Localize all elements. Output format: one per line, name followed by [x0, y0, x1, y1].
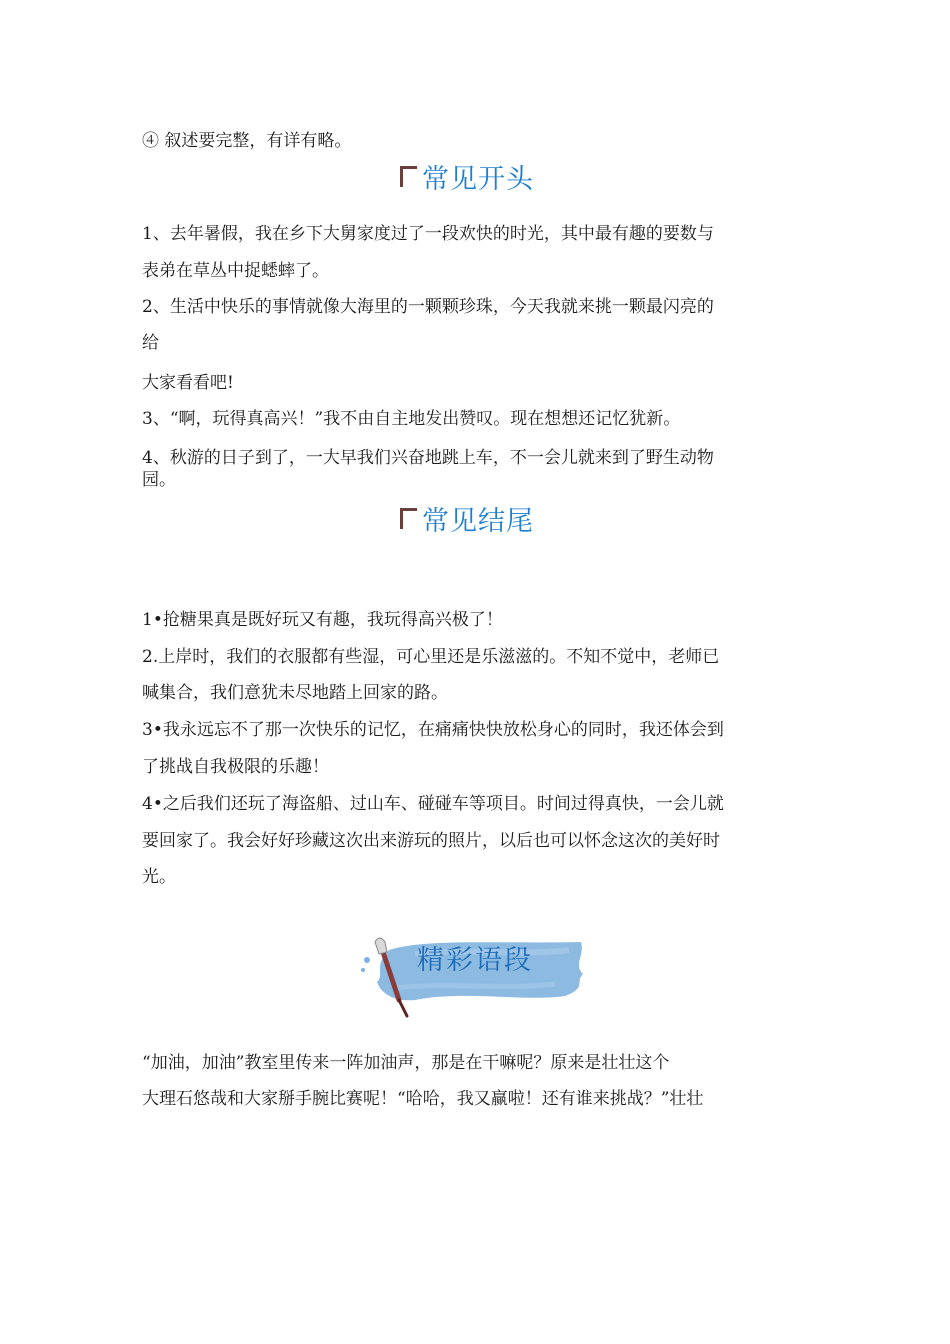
list-item-4: ④ 叙述要完整，有详有略。	[142, 131, 352, 151]
bracket-icon	[400, 166, 417, 187]
excerpt-line: 大理石悠哉和大家掰手腕比赛呢！“哈哈，我又赢啦！还有谁来挑战？”壮壮	[142, 1089, 704, 1109]
opening-line: 1、去年暑假，我在乡下大舅家度过了一段欢快的时光，其中最有趣的要数与	[142, 224, 714, 244]
ending-line: 要回家了。我会好好珍藏这次出来游玩的照片，以后也可以怀念这次的美好时	[142, 831, 720, 851]
ending-line: 3•我永远忘不了那一次快乐的记忆，在痛痛快快放松身心的同时，我还体会到	[142, 720, 724, 740]
opening-line: 2、生活中快乐的事情就像大海里的一颗颗珍珠，今天我就来挑一颗最闪亮的	[142, 297, 714, 317]
bracket-icon	[400, 508, 417, 529]
excerpt-line: “加油，加油”教室里传来一阵加油声，那是在干嘛呢？原来是壮壮这个	[142, 1053, 670, 1073]
excerpt-banner-title: 精彩语段	[417, 945, 533, 976]
opening-line: 园。	[142, 470, 176, 490]
ending-line: 4•之后我们还玩了海盗船、过山车、碰碰车等项目。时间过得真快，一会儿就	[142, 794, 724, 814]
ending-line: 2.上岸时，我们的衣服都有些湿，可心里还是乐滋滋的。不知不觉中，老师已	[142, 647, 720, 667]
opening-line: 4、秋游的日子到了，一大早我们兴奋地跳上车，不一会儿就来到了野生动物	[142, 448, 714, 468]
ending-line: 光。	[142, 867, 176, 887]
ending-line: 了挑战自我极限的乐趣！	[142, 757, 329, 777]
ending-line: 1•抢糖果真是既好玩又有趣，我玩得高兴极了！	[142, 610, 503, 630]
excerpt-banner	[355, 930, 587, 1020]
section-heading-ending-text: 常见结尾	[422, 505, 534, 537]
opening-line: 3、“啊，玩得真高兴！”我不由自主地发出赞叹。现在想想还记忆犹新。	[142, 409, 681, 429]
section-heading-opening-text: 常见开头	[422, 163, 534, 195]
opening-line: 表弟在草丛中捉蟋蟀了。	[142, 261, 329, 281]
opening-line: 给	[142, 333, 159, 353]
section-heading-opening	[400, 158, 534, 194]
ending-line: 喊集合，我们意犹未尽地踏上回家的路。	[142, 683, 448, 703]
section-heading-ending	[400, 500, 534, 536]
opening-line: 大家看看吧!	[142, 373, 234, 393]
